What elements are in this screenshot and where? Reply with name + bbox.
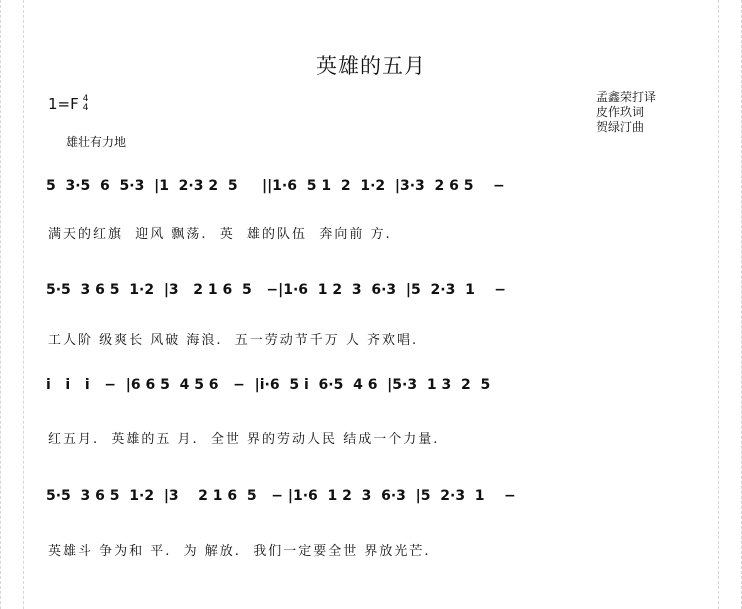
lyric-line: 红五月. 英雄的五 月. 全世 界的劳动人民 结成一个力量.	[48, 432, 440, 447]
lyric-line: 英雄斗 争为和 平. 为 解放. 我们一定要全世 界放光芒.	[48, 544, 431, 559]
song-title: 英雄的五月	[316, 54, 426, 78]
lyric-line: 满天的红旗 迎风 飘荡. 英 雄的队伍 奔向前 方.	[48, 227, 392, 242]
key-signature	[48, 95, 88, 113]
left-margin-strip	[0, 0, 24, 609]
notation-line: i i i − |6 6 5 4 5 6 − |i·6 5 i 6·5 4 6 |5·3 1 3 2 5	[46, 377, 491, 393]
right-margin-strip	[718, 0, 742, 609]
lyric-line: 工人阶 级爽长 风破 海浪. 五一劳动节千万 人 齐欢唱.	[48, 333, 419, 348]
time-signature-top: 4	[82, 94, 89, 104]
notation-line: 5 3·5 6 5·3 |1 2·3 2 5 ||1·6 5 1 2 1·2 |3·3 2 6 5 −	[46, 178, 505, 194]
tempo-marking: 雄壮有力地	[66, 135, 127, 149]
notation-line: 5·5 3 6 5 1·2 |3 2 1 6 5 − |1·6 1 2 3 6·3 |5 2·3 1 −	[46, 488, 516, 504]
time-signature-bottom: 4	[82, 103, 89, 113]
key-label: 1=F	[48, 95, 79, 113]
time-signature	[83, 95, 89, 113]
credit-line: 皮作玖词	[596, 105, 645, 119]
credit-line: 贺绿汀曲	[596, 120, 645, 134]
credits	[596, 90, 656, 135]
notation-line: 5·5 3 6 5 1·2 |3 2 1 6 5 −|1·6 1 2 3 6·3 |5 2·3 1 −	[46, 282, 507, 298]
credit-line: 孟鑫荣打译	[596, 90, 657, 104]
